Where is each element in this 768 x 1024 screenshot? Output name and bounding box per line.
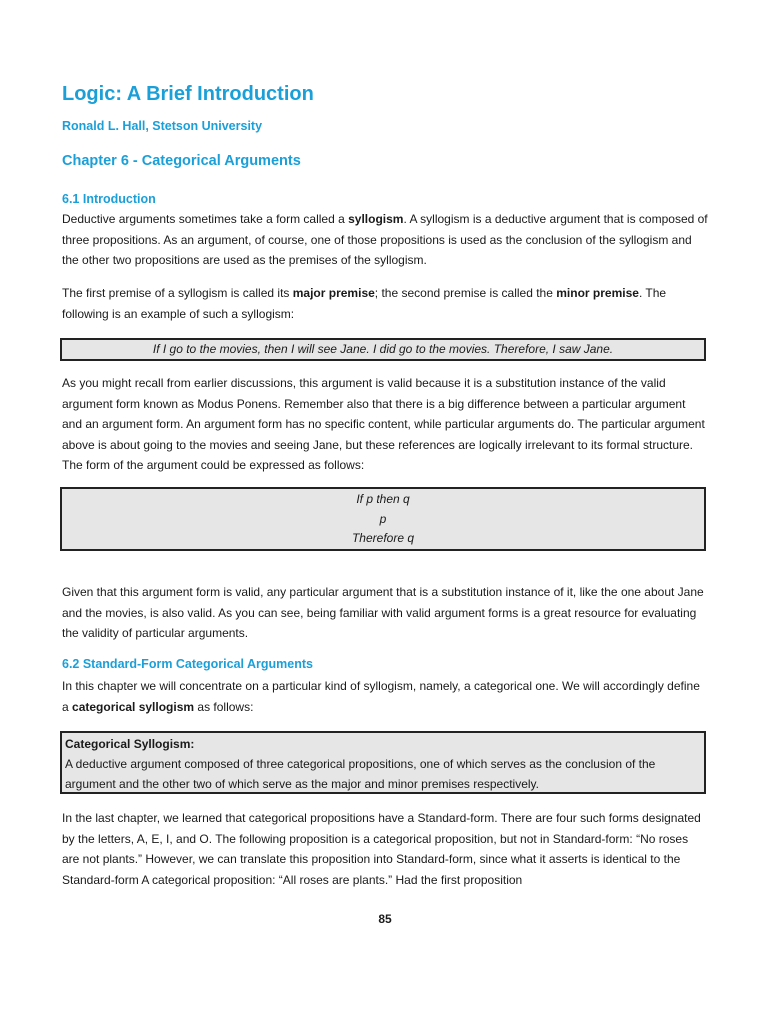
page-number: 85 [378, 912, 392, 926]
author-line: Ronald L. Hall, Stetson University [62, 119, 263, 133]
intro-paragraph-2: The first premise of a syllogism is called its major premise; the second premise is called the minor premise. The following is an example of such a syllogism: [62, 286, 667, 321]
form-line: p [379, 511, 387, 526]
section-heading-standard-form: 6.2 Standard-Form Categorical Arguments [62, 657, 313, 671]
syllogism-example-box: If I go to the movies, then I will see Jane. I did go to the movies. Therefore, I saw Jane. [60, 338, 706, 361]
section-heading-introduction: 6.1 Introduction [62, 192, 156, 206]
definition-box [60, 731, 706, 794]
intro-paragraph-1: Deductive arguments sometimes take a form called a syllogism. A syllogism is a deductive argument that is composed of three propositions. As an argument, of course, one of those propositions is used as the conclusion of the syllogism and the other two propositions are used as the premises of the syllogism. [62, 212, 708, 268]
chapter-heading: Chapter 6 - Categorical Arguments [62, 153, 301, 169]
intro-paragraph-3: As you might recall from earlier discussions, this argument is valid because it is a substitution instance of the valid argument form known as Modus Ponens. Remember also that there is a big difference between a particular argument and an argument form. An argument form has no specific content, while particular arguments do. The particular argument above is about going to the movies and seeing Jane, but these references are logically irrelevant to its formal structure. The form of the argument could be expressed as follows: [62, 376, 705, 473]
term-syllogism: syllogism [348, 212, 404, 226]
form-line: Therefore q [351, 531, 415, 545]
term-categorical-syllogism: categorical syllogism [72, 699, 195, 714]
argument-form-box [60, 487, 706, 551]
intro-paragraph-4: Given that this argument form is valid, any particular argument that is a substitution instance of it, like the one about Jane and the movies, is also valid. As you can see, being familiar with valid argument forms is a great resource for evaluating the validity of particular arguments. [62, 585, 704, 641]
definition-text: A deductive argument composed of three categorical propositions, one of which serves as the conclusion of the argument and the other two of which serve as the major and minor premises respectively. [65, 757, 656, 791]
standard-form-paragraph-1: In this chapter we will concentrate on a particular kind of syllogism, namely, a categorical one. We will accordingly define a categorical syllogism as follows: [62, 679, 700, 714]
term-minor-premise: minor premise [556, 286, 639, 300]
book-title: Logic: A Brief Introduction [62, 83, 314, 105]
form-line: If p then q [356, 492, 410, 506]
term-major-premise: major premise [292, 286, 375, 300]
standard-form-paragraph-2: In the last chapter, we learned that categorical propositions have a Standard-form. There are four such forms designated by the letters, A, E, I, and O. The following proposition is a categorical proposition, but not in Standard-form: “No roses are not plants.” However, we can translate this proposition into Standard-form, since what it asserts is identical to the Standard-form A categorical proposition: “All roses are plants.” Had the first proposition [62, 811, 701, 887]
definition-title: Categorical Syllogism: [65, 737, 195, 751]
